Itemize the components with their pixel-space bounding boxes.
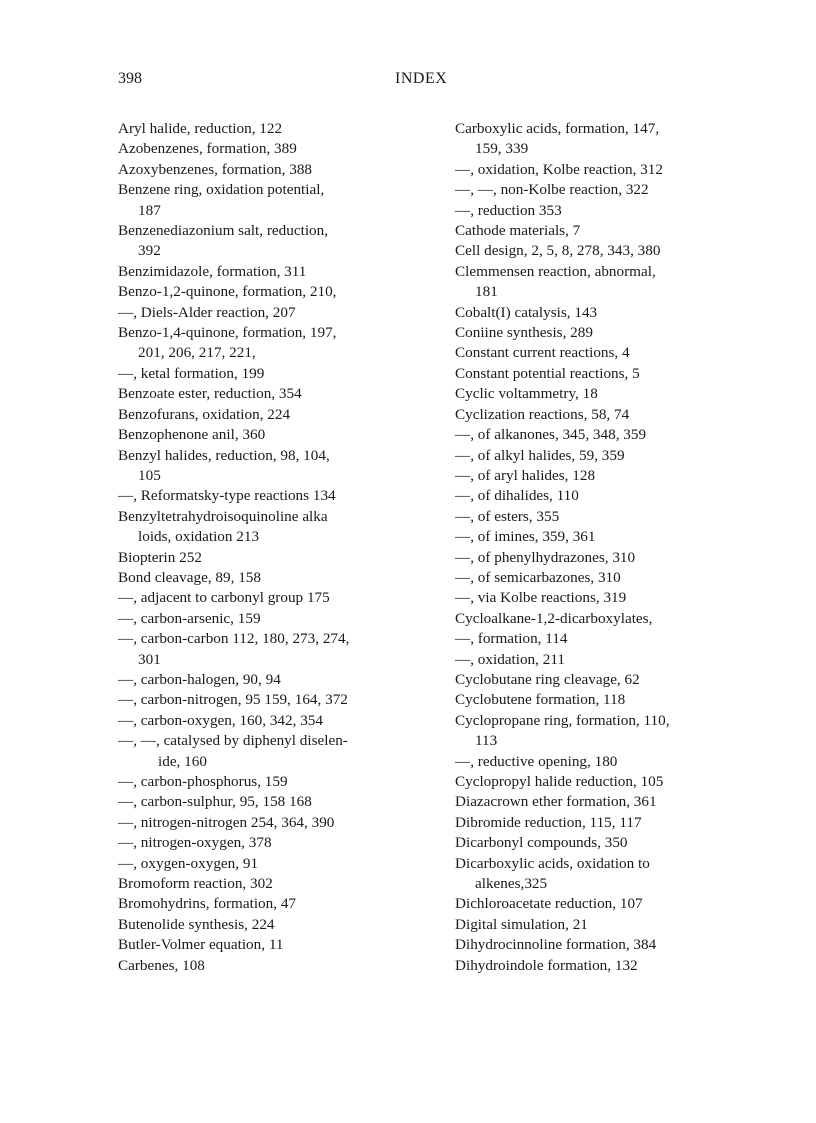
index-entry: Bromohydrins, formation, 47 bbox=[118, 895, 297, 913]
index-entry: Benzyltetrahydroisoquinoline alka bbox=[118, 507, 328, 525]
index-entry: Constant current reactions, 4 bbox=[455, 344, 630, 362]
index-entry: Diazacrown ether formation, 361 bbox=[455, 793, 657, 811]
index-entry: Cell design, 2, 5, 8, 278, 343, 380 bbox=[455, 242, 661, 260]
index-entry: —, via Kolbe reactions, 319 bbox=[455, 589, 627, 607]
index-entry: —, carbon-carbon 112, 180, 273, 274, bbox=[118, 630, 350, 648]
index-entry-continuation: 392 bbox=[138, 242, 161, 260]
index-entry: Benzo-1,2-quinone, formation, 210, bbox=[118, 283, 337, 301]
index-entry-continuation: alkenes,325 bbox=[475, 875, 548, 893]
index-entry-continuation: 181 bbox=[475, 283, 498, 301]
index-entry: —, ketal formation, 199 bbox=[118, 364, 265, 382]
index-entry: —, oxygen-oxygen, 91 bbox=[118, 854, 259, 872]
index-entry: —, Diels-Alder reaction, 207 bbox=[118, 303, 296, 321]
index-entry: —, reductive opening, 180 bbox=[455, 752, 618, 770]
index-entry: Dihydroindole formation, 132 bbox=[455, 956, 638, 974]
index-entry: Carboxylic acids, formation, 147, bbox=[455, 120, 660, 137]
index-entry: Benzenediazonium salt, reduction, bbox=[118, 222, 329, 240]
index-entry-continuation: 301 bbox=[138, 650, 161, 668]
index-entry: Benzyl halides, reduction, 98, 104, bbox=[118, 446, 330, 464]
index-entry: Cyclic voltammetry, 18 bbox=[455, 385, 598, 403]
index-entry: —, —, catalysed by diphenyl diselen- bbox=[118, 732, 348, 750]
index-entry: Benzene ring, oxidation potential, bbox=[118, 181, 325, 199]
index-entry: Constant potential reactions, 5 bbox=[455, 364, 640, 382]
index-entry: Clemmensen reaction, abnormal, bbox=[455, 262, 656, 280]
index-entry: —, oxidation, 211 bbox=[455, 650, 565, 668]
index-entry: Cobalt(I) catalysis, 143 bbox=[455, 303, 598, 321]
page-header bbox=[0, 70, 816, 94]
index-entry: Dihydrocinnoline formation, 384 bbox=[455, 936, 657, 954]
index-entry-continuation: loids, oxidation 213 bbox=[138, 528, 260, 546]
index-entry-continuation: 159, 339 bbox=[475, 140, 529, 158]
index-entry: Butenolide synthesis, 224 bbox=[118, 915, 275, 933]
index-entry: Dicarboxylic acids, oxidation to bbox=[455, 854, 650, 872]
index-entry: Benzophenone anil, 360 bbox=[118, 426, 266, 444]
index-entry: Dichloroacetate reduction, 107 bbox=[455, 895, 643, 913]
index-entry: —, adjacent to carbonyl group 175 bbox=[118, 589, 330, 607]
index-entry: Carbenes, 108 bbox=[118, 956, 205, 974]
index-entry: —, carbon-oxygen, 160, 342, 354 bbox=[118, 711, 323, 729]
index-entry: Butler-Volmer equation, 11 bbox=[118, 936, 284, 954]
index-entry: Digital simulation, 21 bbox=[455, 915, 588, 933]
index-entry: —, of esters, 355 bbox=[455, 507, 560, 525]
index-entry: —, reduction 353 bbox=[455, 201, 562, 219]
index-entry: Azoxybenzenes, formation, 388 bbox=[118, 160, 313, 178]
index-entry: Cyclopropyl halide reduction, 105 bbox=[455, 773, 664, 790]
index-entry: Azobenzenes, formation, 389 bbox=[118, 140, 297, 158]
index-entry: —, carbon-phosphorus, 159 bbox=[118, 773, 288, 790]
index-entry: —, —, non-Kolbe reaction, 322 bbox=[455, 181, 649, 199]
index-entry: —, carbon-nitrogen, 95 159, 164, 372 bbox=[118, 691, 348, 709]
index-entry: Cyclobutene formation, 118 bbox=[455, 691, 626, 709]
index-entry: Cycloalkane-1,2-dicarboxylates, bbox=[455, 609, 653, 627]
index-entry-continuation: ide, 160 bbox=[158, 752, 207, 770]
index-entry: —, formation, 114 bbox=[455, 630, 568, 648]
index-column-left bbox=[118, 119, 418, 976]
index-entry: —, oxidation, Kolbe reaction, 312 bbox=[455, 160, 663, 178]
index-entry: —, nitrogen-oxygen, 378 bbox=[118, 834, 272, 852]
index-entry: —, carbon-sulphur, 95, 158 168 bbox=[118, 793, 312, 811]
index-entry: Benzofurans, oxidation, 224 bbox=[118, 405, 291, 423]
index-entry: Bond cleavage, 89, 158 bbox=[118, 568, 261, 586]
index-entry: —, of imines, 359, 361 bbox=[455, 528, 596, 546]
index-entry: Benzo-1,4-quinone, formation, 197, bbox=[118, 324, 337, 342]
index-entry-continuation: 113 bbox=[475, 732, 498, 750]
index-entry: Dibromide reduction, 115, 117 bbox=[455, 813, 642, 831]
index-entry: —, of alkyl halides, 59, 359 bbox=[455, 446, 625, 464]
index-entry: Cyclopropane ring, formation, 110, bbox=[455, 711, 670, 729]
index-entry: —, of semicarbazones, 310 bbox=[455, 568, 621, 586]
index-entry: Bromoform reaction, 302 bbox=[118, 875, 273, 893]
running-title: INDEX bbox=[395, 70, 448, 87]
index-entry: —, of aryl halides, 128 bbox=[455, 466, 596, 484]
index-entry: Cyclobutane ring cleavage, 62 bbox=[455, 670, 640, 688]
index-entry: Dicarbonyl compounds, 350 bbox=[455, 834, 628, 852]
index-entry: —, of dihalides, 110 bbox=[455, 487, 579, 505]
index-entry: Coniine synthesis, 289 bbox=[455, 324, 593, 342]
index-entry: —, of alkanones, 345, 348, 359 bbox=[455, 426, 647, 444]
index-entry-continuation: 201, 206, 217, 221, bbox=[138, 344, 256, 362]
index-entry: Aryl halide, reduction, 122 bbox=[118, 120, 283, 137]
index-entry: Biopterin 252 bbox=[118, 548, 202, 566]
index-entry: Benzoate ester, reduction, 354 bbox=[118, 385, 302, 403]
index-entry-continuation: 187 bbox=[138, 201, 161, 219]
index-entry: —, of phenylhydrazones, 310 bbox=[455, 548, 636, 566]
index-column-right bbox=[455, 119, 775, 976]
page-number: 398 bbox=[118, 70, 142, 87]
index-entry: Cathode materials, 7 bbox=[455, 222, 581, 240]
index-entry-continuation: 105 bbox=[138, 466, 161, 484]
index-entry: —, carbon-halogen, 90, 94 bbox=[118, 670, 281, 688]
index-entry: Cyclization reactions, 58, 74 bbox=[455, 405, 630, 423]
index-entry: —, Reformatsky-type reactions 134 bbox=[118, 487, 336, 505]
index-entry: —, nitrogen-nitrogen 254, 364, 390 bbox=[118, 813, 335, 831]
index-entry: —, carbon-arsenic, 159 bbox=[118, 609, 261, 627]
index-entry: Benzimidazole, formation, 311 bbox=[118, 262, 307, 280]
